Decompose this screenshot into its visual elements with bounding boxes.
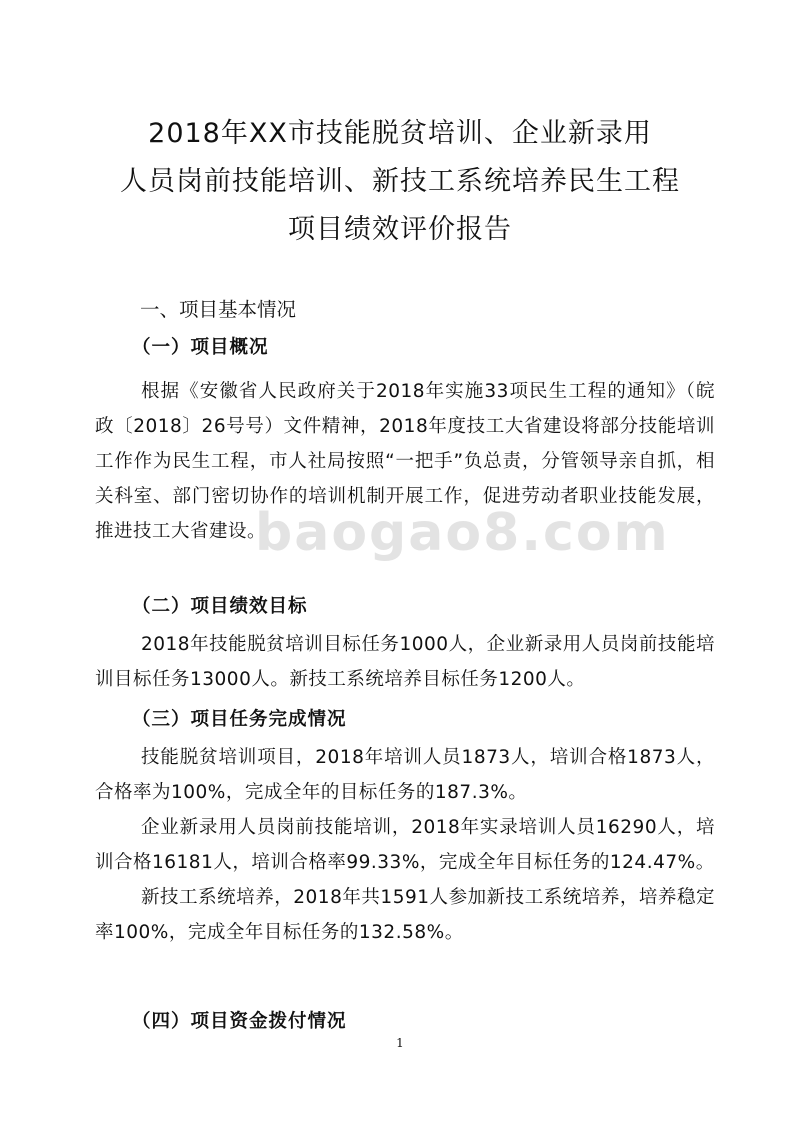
subsection-heading-overview: （一）项目概况 <box>132 337 269 358</box>
subsection-heading-completion: （三）项目任务完成情况 <box>132 709 347 730</box>
completion-text-1: 技能脱贫培训项目，2018年培训人员1873人，培训合格1873人，合格率为100%，完成全年的目标任务的187.3%。 <box>95 747 715 803</box>
section-heading-basic-info: 一、项目基本情况 <box>140 298 297 321</box>
goals-paragraph <box>95 627 715 697</box>
title-line-1: 2018年XX市技能脱贫培训、企业新录用 <box>148 118 652 149</box>
page-number: 1 <box>396 1036 404 1050</box>
completion-paragraphs <box>95 740 715 950</box>
subsection-heading-goals: （二）项目绩效目标 <box>132 596 308 617</box>
report-title <box>0 110 800 254</box>
watermark: baogao8.com <box>255 503 670 563</box>
overview-text: 根据《安徽省人民政府关于2018年实施33项民生工程的通知》（皖政〔2018〕26号号）文件精神，2018年度技工大省建设将部分技能培训工作作为民生工程，市人社局按照“一把手”负总责，分管领导亲自抓，相关科室、部门密切协作的培训机制开展工作，促进劳动者职业技能发展，推进技工大省建设。 <box>95 381 715 542</box>
title-line-2: 人员岗前技能培训、新技工系统培养民生工程 <box>120 166 680 197</box>
completion-text-3: 新技工系统培养，2018年共1591人参加新技工系统培养，培养稳定率100%，完成全年目标任务的132.58%。 <box>95 887 715 943</box>
title-line-3: 项目绩效评价报告 <box>288 214 512 245</box>
completion-text-2: 企业新录用人员岗前技能培训，2018年实录培训人员16290人，培训合格16181人，培训合格率99.33%，完成全年目标任务的124.47%。 <box>95 817 715 873</box>
goals-text: 2018年技能脱贫培训目标任务1000人，企业新录用人员岗前技能培训目标任务13000人。新技工系统培养目标任务1200人。 <box>95 634 715 690</box>
subsection-heading-funding: （四）项目资金拨付情况 <box>132 1011 347 1032</box>
